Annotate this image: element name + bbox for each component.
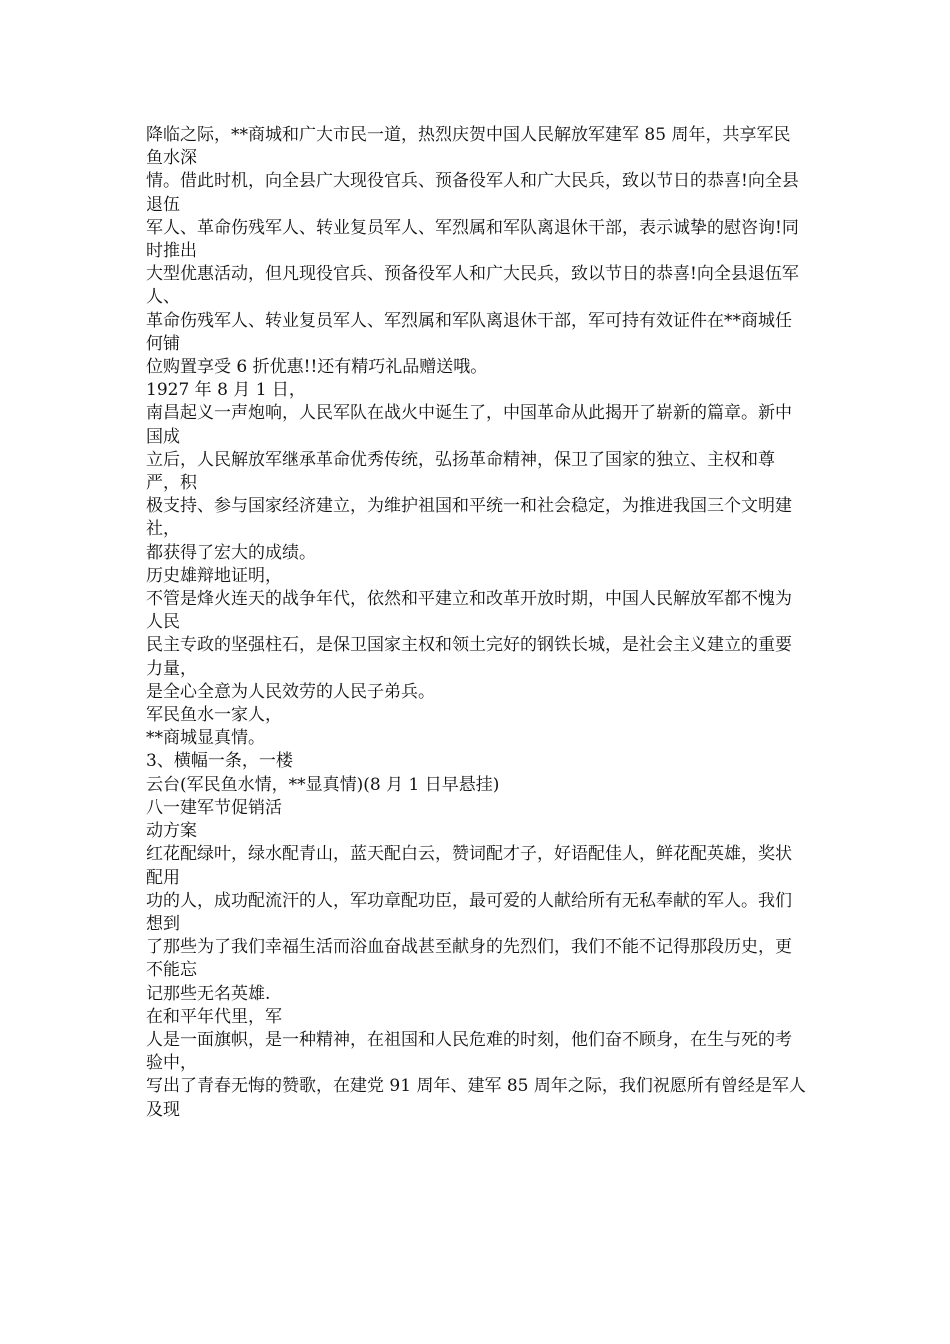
text-line: 功的人，成功配流汗的人，军功章配功臣，最可爱的人献给所有无私奉献的军人。我们想到 bbox=[146, 890, 792, 934]
text-line: 了那些为了我们幸福生活而浴血奋战甚至献身的先烈们，我们不能不记得那段历史，更不能忘 bbox=[146, 937, 792, 981]
text-line: 1927 年 8 月 1 日， bbox=[146, 380, 306, 401]
text-line: 立后，人民解放军继承革命优秀传统，弘扬革命精神，保卫了国家的独立、主权和尊严，积 bbox=[146, 449, 775, 494]
text-line: **商城显真情。 bbox=[146, 728, 265, 749]
text-line: 都获得了宏大的成绩。 bbox=[146, 542, 316, 563]
text-line: 是全心全意为人民效劳的人民子弟兵。 bbox=[146, 681, 435, 702]
text-line: 不管是烽火连天的战争年代，依然和平建立和改革开放时期，中国人民解放军都不愧为人民 bbox=[146, 589, 792, 633]
text-line: 军人、革命伤残军人、转业复员军人、军烈属和军队离退休干部，表示诚挚的慰咨询!同时推出 bbox=[146, 217, 799, 262]
text-line: 革命伤残军人、转业复员军人、军烈属和军队离退休干部，军可持有效证件在**商城任何铺 bbox=[146, 310, 792, 354]
text-line: 动方案 bbox=[146, 821, 197, 842]
text-line: 写出了青春无悔的赞歌，在建党 91 周年、建军 85 周年之际，我们祝愿所有曾经是军人及现 bbox=[146, 1076, 806, 1120]
document-body bbox=[146, 124, 806, 1122]
text-line: 红花配绿叶，绿水配青山，蓝天配白云，赞词配才子，好语配佳人，鲜花配英雄，奖状配用 bbox=[146, 844, 792, 888]
text-line: 3、横幅一条，一楼 bbox=[146, 751, 293, 772]
text-line: 大型优惠活动，但凡现役官兵、预备役军人和广大民兵，致以节日的恭喜!向全县退伍军人、 bbox=[146, 264, 799, 308]
text-line: 民主专政的坚强柱石，是保卫国家主权和领土完好的钢铁长城，是社会主义建立的重要力量， bbox=[146, 635, 792, 679]
text-line: 位购置享受 6 折优惠!!还有精巧礼品赠送哦。 bbox=[146, 357, 488, 378]
text-line: 在和平年代里，军 bbox=[146, 1006, 282, 1027]
text-line: 云台(军民鱼水情，**显真情)(8 月 1 日早悬挂) bbox=[146, 774, 500, 795]
text-line: 极支持、参与国家经济建立，为维护祖国和平统一和社会稳定，为推进我国三个文明建社， bbox=[146, 496, 792, 540]
text-line: 降临之际，**商城和广大市民一道，热烈庆贺中国人民解放军建军 85 周年，共享军民鱼水深 bbox=[146, 125, 791, 169]
text-line: 军民鱼水一家人， bbox=[146, 705, 282, 726]
text-line: 情。借此时机，向全县广大现役官兵、预备役军人和广大民兵，致以节日的恭喜!向全县退伍 bbox=[146, 171, 799, 215]
text-line: 人是一面旗帜，是一种精神，在祖国和人民危难的时刻，他们奋不顾身，在生与死的考验中， bbox=[146, 1029, 792, 1074]
text-line: 历史雄辩地证明， bbox=[146, 565, 282, 586]
text-line: 八一建军节促销活 bbox=[146, 797, 282, 818]
text-line: 记那些无名英雄. bbox=[146, 983, 271, 1004]
text-line: 南昌起义一声炮响，人民军队在战火中诞生了，中国革命从此揭开了崭新的篇章。新中国成 bbox=[146, 403, 792, 447]
